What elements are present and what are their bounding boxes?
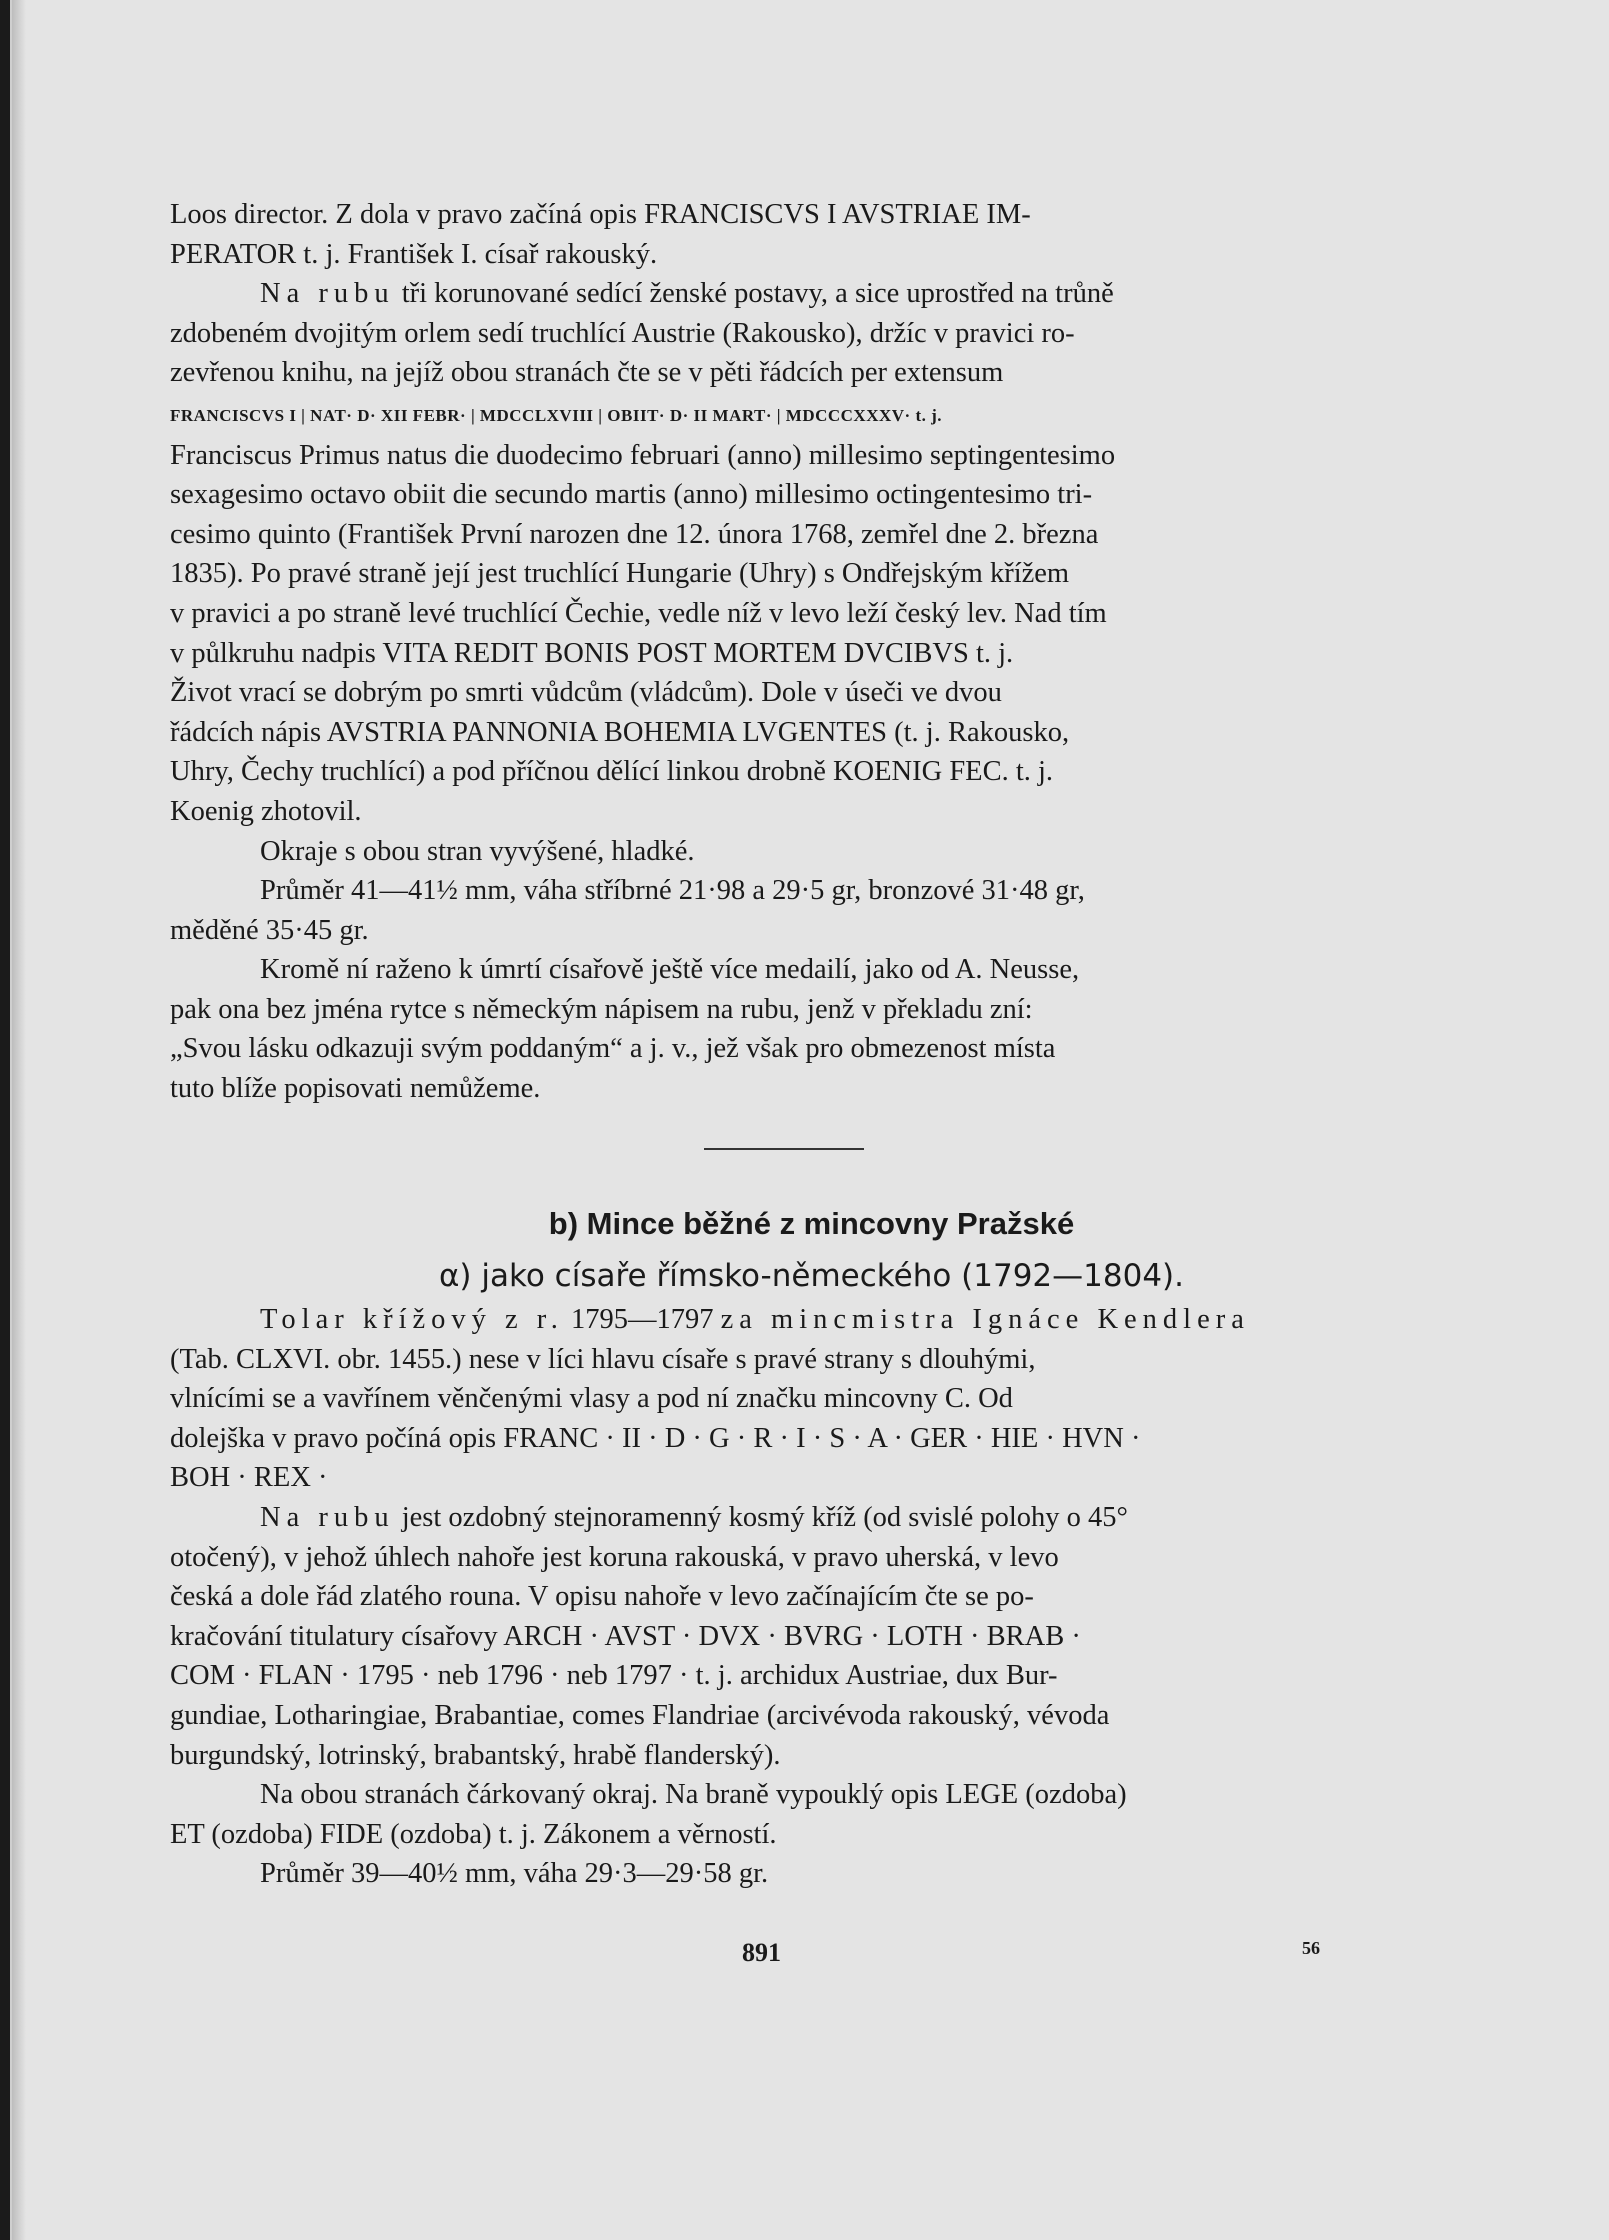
heading-b: b) Mince běžné z mincovny Pražské bbox=[548, 1206, 1075, 1241]
paragraph-diameter: Průměr 41—41½ mm, váha stříbrné 21·98 a 29·5 gr, bronzové 31·48 gr, měděné 35·45 gr. bbox=[170, 875, 1085, 946]
paragraph-reverse: Na rubu tři korunované sedící ženské postavy, a sice uprostřed na trůně zdobeném dvojitým orlem sedí truchlící Austrie (Rakousko), držíc v pravici ro- zevřenou knihu, na jejíž obou stranách čte se v pěti řádcích per extensum FRANCISCVS I | NAT· D· XII FEBR· | MDCCLXVIII | OBIIT· D· II MART· | MDCCCXXXV· t. j. Franciscus Primus natus die duodecimo februari (anno) millesimo septingentesimo sexagesimo octavo obiit die secundo martis (anno) millesimo octingentesimo tri- cesimo quinto (František První narozen dne 12. února 1768, zemřel dne 2. března 1835). Po pravé straně její jest truchlící Hungarie (Uhry) s Ondřejským křížem v pravici a po straně levé truchlící Čechie, vedle níž v levo leží český lev. Nad tím v půlkruhu nadpis VITA REDIT BONIS POST MORTEM DVCIBVS t. j. Život vrací se dobrým po smrti vůdcům (vládcům). Dole v úseči ve dvou řádcích nápis AVSTRIA PANNONIA BOHEMIA LVGENTES (t. j. Rakousko, Uhry, Čechy truchlící) a pod příčnou dělící linkou drobně KOENIG FEC. t. j. Koenig zhotovil. bbox=[170, 278, 1116, 827]
text-section-b bbox=[170, 1300, 1382, 1894]
paragraph-edges: Okraje s obou stran vyvýšené, hladké. bbox=[260, 835, 695, 867]
paragraph-diameter-b: Průměr 39—40½ mm, váha 29·3—29·58 gr. bbox=[260, 1858, 769, 1890]
paragraph-tolar: Tolar křížový z r. 1795—1797 za mincmistra Ignáce Kendlera (Tab. CLXVI. obr. 1455.) nese v líci hlavu císaře s pravé strany s dlouhými, vlnícími se a vavřínem věnčenými vlasy a pod ní značku mincovny C. Od dolejška v pravo počíná opis FRANC · II · D · G · R · I · S · A · GER · HIE · HVN · BOH · REX · bbox=[170, 1304, 1250, 1494]
paragraph-edge-b: Na obou stranách čárkovaný okraj. Na braně vypouklý opis LEGE (ozdoba) ET (ozdoba) FIDE (ozdoba) t. j. Zákonem a věrností. bbox=[170, 1779, 1127, 1850]
text-section-a bbox=[170, 195, 1382, 1109]
paragraph-reverse-b: Na rubu jest ozdobný stejnoramenný kosmý kříž (od svislé polohy o 45° otočený), v jehož úhlech nahoře jest koruna rakouská, v pravo uherská, v levo česká a dole řád zlatého rouna. V opisu nahoře v levo začínajícím čte se po- kračování titulatury císařovy ARCH · AVST · DVX · BVRG · LOTH · BRAB · COM · FLAN · 1795 · neb 1796 · neb 1797 · t. j. archidux Austriae, dux Bur- gundiae, Lotharingiae, Brabantiae, comes Flandriae (arcivévoda rakouský, vévoda burgundský, lotrinský, brabantský, hrabě flanderský). bbox=[170, 1501, 1128, 1771]
section-divider bbox=[704, 1148, 864, 1150]
page-number: 891 bbox=[742, 1938, 781, 1967]
page-edge-shadow bbox=[12, 0, 26, 2240]
heading-alpha: α) jako císaře římsko-německého (1792—1804). bbox=[439, 1258, 1184, 1294]
book-page bbox=[10, 0, 1609, 2240]
paragraph-other-medals: Kromě ní raženo k úmrtí císařově ještě více medailí, jako od A. Neusse, pak ona bez jména rytce s německým nápisem na rubu, jenž v překladu zní: „Svou lásku odkazuji svým poddaným“ a j. v., jež však pro obmezenost místa tuto blíže popisovati nemůžeme. bbox=[170, 954, 1080, 1105]
paragraph: Loos director. Z dola v pravo začíná opis FRANCISCVS I AVSTRIAE IM- PERATOR t. j. František I. císař rakouský. bbox=[170, 199, 1031, 270]
signature-mark: 56 bbox=[1302, 1938, 1320, 1958]
